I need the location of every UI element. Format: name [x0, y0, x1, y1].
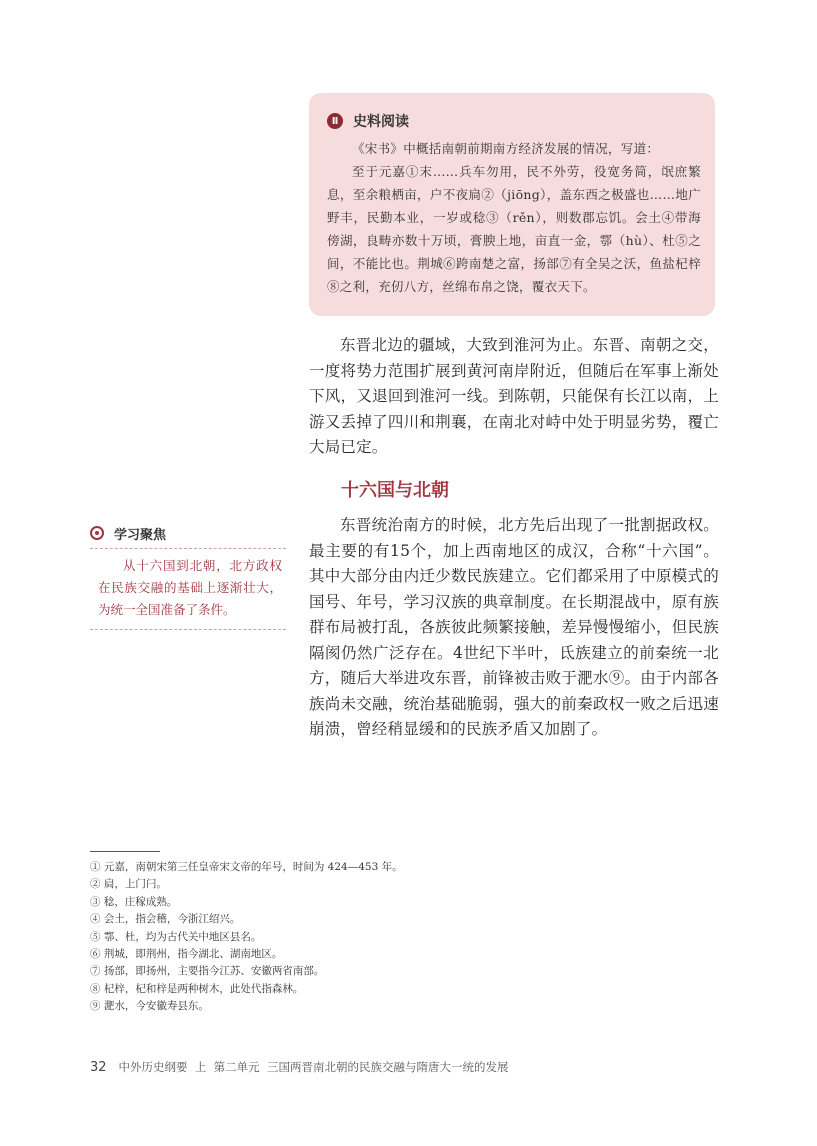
source-reading-quote: 至于元嘉①末……兵车勿用，民不外劳，役宽务简，氓庶繁息，至余粮栖亩，户不夜扃②（jiōng），盖东西之极盛也……地广野丰，民勤本业，一岁或稔③（rěn），则数郡忘饥。会土④带海傍湖，良畴亦数十万顷，膏腴上地，亩直一金，鄠（hù）、杜⑤之间，不能比也。荆城⑥跨南楚之富，扬部⑦有全吴之沃，鱼盐杞梓⑧之利，充仞八方，丝绵布帛之饶，覆衣天下。	[327, 164, 701, 294]
footnote-item: ⑦ 扬部，即扬州，主要指今江苏、安徽两省南部。	[90, 965, 325, 978]
footnote-item: ⑨ 淝水，今安徽寿县东。	[90, 1000, 209, 1013]
study-focus-title: 学习聚焦	[114, 527, 167, 543]
footnotes	[90, 859, 690, 1016]
source-reading-title: 史料阅读	[353, 114, 409, 130]
target-icon	[90, 526, 104, 540]
body-paragraph-2: 东晋统治南方的时候，北方先后出现了一批割据政权。最主要的有15个，加上西南地区的成汉，合称“十六国”。其中大部分由内迁少数民族建立。它们都采用了中原模式的国号、年号，学习汉族的典章制度。在长期混战中，原有族群布局被打乱，各族彼此频繁接触，差异慢慢缩小，但民族隔阂仍然广泛存在。4世纪下半叶，氐族建立的前秦统一北方，随后大举进攻东晋，前锋被击败于淝水⑨。由于内部各族尚未交融，统治基础脆弱，强大的前秦政权一败之后迅速崩溃，曾经稍显缓和的民族矛盾又加剧了。	[309, 516, 719, 738]
study-focus-header	[90, 522, 286, 549]
source-reading-icon: Ⅱ	[327, 113, 343, 129]
book-title: 中外历史纲要	[118, 1060, 188, 1074]
source-reading-header	[327, 109, 701, 133]
volume-label: 上	[194, 1060, 207, 1074]
unit-label: 第二单元	[213, 1060, 260, 1074]
footnote-divider	[90, 851, 160, 852]
footnote-item: ⑧ 杞梓，杞和梓是两种树木，此处代指森林。	[90, 982, 304, 995]
source-reading-body	[327, 137, 701, 298]
footnote-item: ⑥ 荆城，即荆州，指今湖北、湖南地区。	[90, 948, 283, 961]
body-paragraph-1: 东晋北边的疆域，大致到淮河为止。东晋、南朝之交，一度将势力范围扩展到黄河南岸附近，但随后在军事上渐处下风，又退回到淮河一线。到陈朝，只能保有长江以南，上游又丢掉了四川和荆襄，在南北对峙中处于明显劣势，覆亡大局已定。	[309, 336, 719, 456]
footnote-item: ④ 会土，指会稽，今浙江绍兴。	[90, 913, 241, 926]
footnote-item: ③ 稔，庄稼成熟。	[90, 895, 178, 908]
page-number: 32	[90, 1060, 107, 1075]
section-title: 十六国与北朝	[341, 480, 449, 501]
footnote-item: ① 元嘉，南朝宋第三任皇帝宋文帝的年号，时间为 424—453 年。	[90, 861, 403, 873]
footnote-item: ⑤ 鄠、杜，均为古代关中地区县名。	[90, 930, 262, 943]
footnote-item: ② 扃，上门闩。	[90, 878, 167, 891]
page-footer	[90, 1059, 508, 1075]
source-reading-box	[309, 93, 715, 316]
chapter-title: 三国两晋南北朝的民族交融与隋唐大一统的发展	[266, 1060, 509, 1074]
study-focus-box	[90, 522, 286, 630]
source-reading-intro: 《宋书》中概括南朝前期南方经济发展的情况，写道：	[352, 141, 660, 156]
study-focus-text: 从十六国到北朝，北方政权在民族交融的基础上逐渐壮大，为统一全国准备了条件。	[90, 555, 286, 630]
